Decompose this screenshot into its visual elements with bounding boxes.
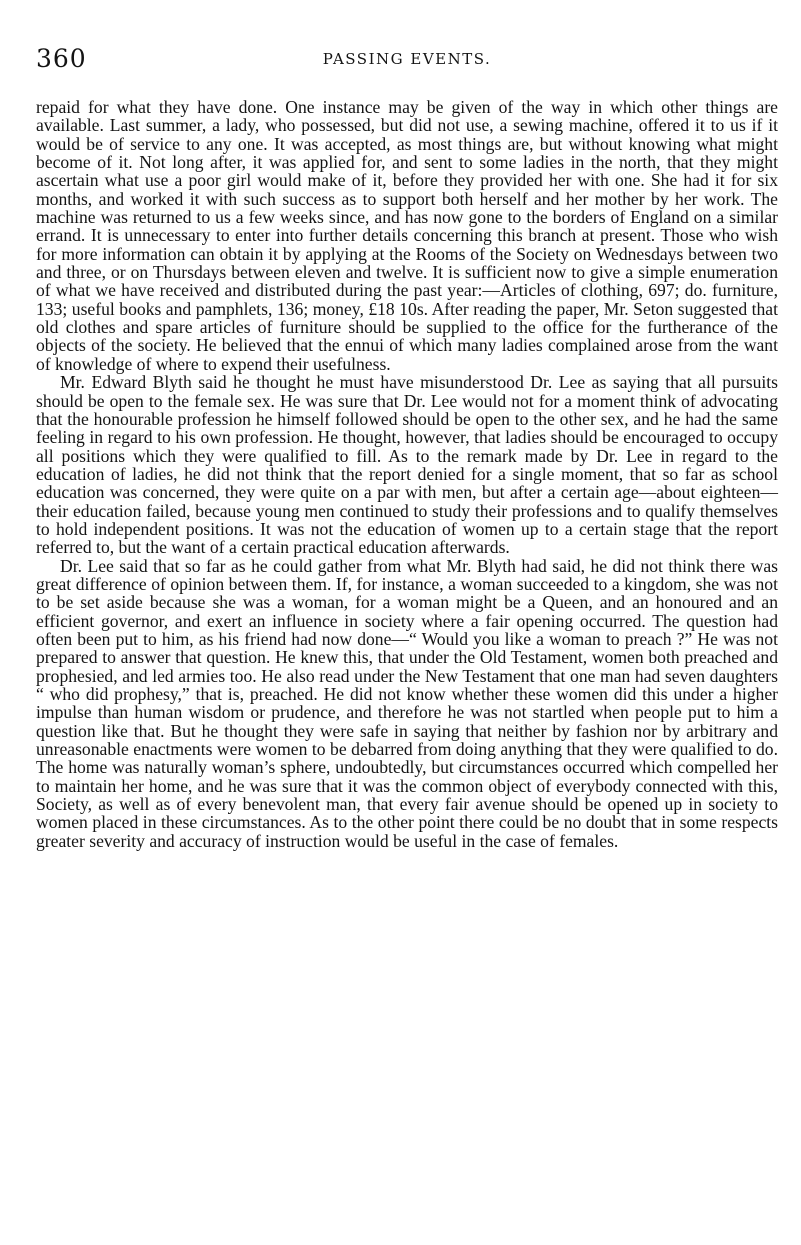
paragraph-blyth-remarks: Mr. Edward Blyth said he thought he must have misunderstood Dr. Lee as saying that all pursuits should be open to the female sex. He was sure that Dr. Lee would not for a moment think of advocating that the honourable profession he himself followed should be open to the other sex, and he had the same feeling in regard to his own profession. He thought, however, that ladies should be encouraged to occupy all positions which they were qualified to fill. As to the remark made by Dr. Lee in regard to the education of ladies, he did not think that the report denied for a single moment, that so far as school education was concerned, they were quite on a par with men, but after a certain age—about eighteen—their education failed, because young men continued to study their professions and to qualify themselves to hold independent positions. It was not the education of women up to a certain stage that the report referred to, but the want of a certain practical education afterwards.: [36, 372, 778, 558]
running-head: [36, 44, 778, 80]
article-body: [36, 98, 778, 850]
running-title: PASSING EVENTS.: [322, 50, 492, 68]
paragraph-continuation: repaid for what they have done. One instance may be given of the way in which other things are available. Last summer, a lady, who possessed, but did not use, a sewing machine, offered it to us if it would be of service to any one. It was accepted, as most things are, but without knowing what might become of it. Not long after, it was applied for, and sent to some ladies in the north, that they might ascertain what use a poor girl would make of it, before they provided her with one. She had it for six months, and worked it with such success as to support both herself and her mother by her work. The machine was returned to us a few weeks since, and has now gone to the borders of England on a similar errand. It is unnecessary to enter into further details concerning this branch at present. Those who wish for more information can obtain it by applying at the Rooms of the Society on Wednesdays between two and three, or on Thursdays between eleven and twelve. It is sufficient now to give a simple enumeration of what we have received and distributed during the past year:—Articles of clothing, 697; do. furniture, 133; useful books and pamphlets, 136; money, £18 10s. After reading the paper, Mr. Seton suggested that old clothes and spare articles of furniture should be supplied to the office for the furtherance of the objects of the society. He believed that the ennui of which many ladies complained arose from the want of knowledge of where to expend their usefulness.: [36, 97, 778, 374]
page-number: 360: [36, 44, 87, 73]
paragraph-lee-reply: Dr. Lee said that so far as he could gather from what Mr. Blyth had said, he did not think there was great difference of opinion between them. If, for instance, a woman succeeded to a kingdom, she was not to be set aside because she was a woman, for a woman might be a Queen, and an honoured and an efficient governor, and exert an influence in society where a fair opening occurred. The question had often been put to him, as his friend had now done—“ Would you like a woman to preach ?” He was not prepared to answer that question. He knew this, that under the Old Testament, women both preached and prophesied, and led armies too. He also read under the New Testament that one man had seven daughters “ who did prophesy,” that is, preached. He did not know whether these women did this under a higher impulse than human wisdom or prudence, and therefore he was not startled when people put to him a question like that. But he thought they were safe in saying that neither by fashion nor by arbitrary and unreasonable enactments were women to be debarred from doing anything that they were qualified to do. The home was naturally woman’s sphere, undoubtedly, but circumstances occurred which compelled her to maintain her home, and he was sure that it was the common object of everybody connected with this, Society, as well as of every benevolent man, that every fair avenue should be opened up in society to women placed in these circumstances. As to the other point there could be no doubt that in some respects greater severity and accuracy of instruction would be useful in the case of females.: [36, 555, 778, 851]
document-page: [36, 44, 778, 850]
